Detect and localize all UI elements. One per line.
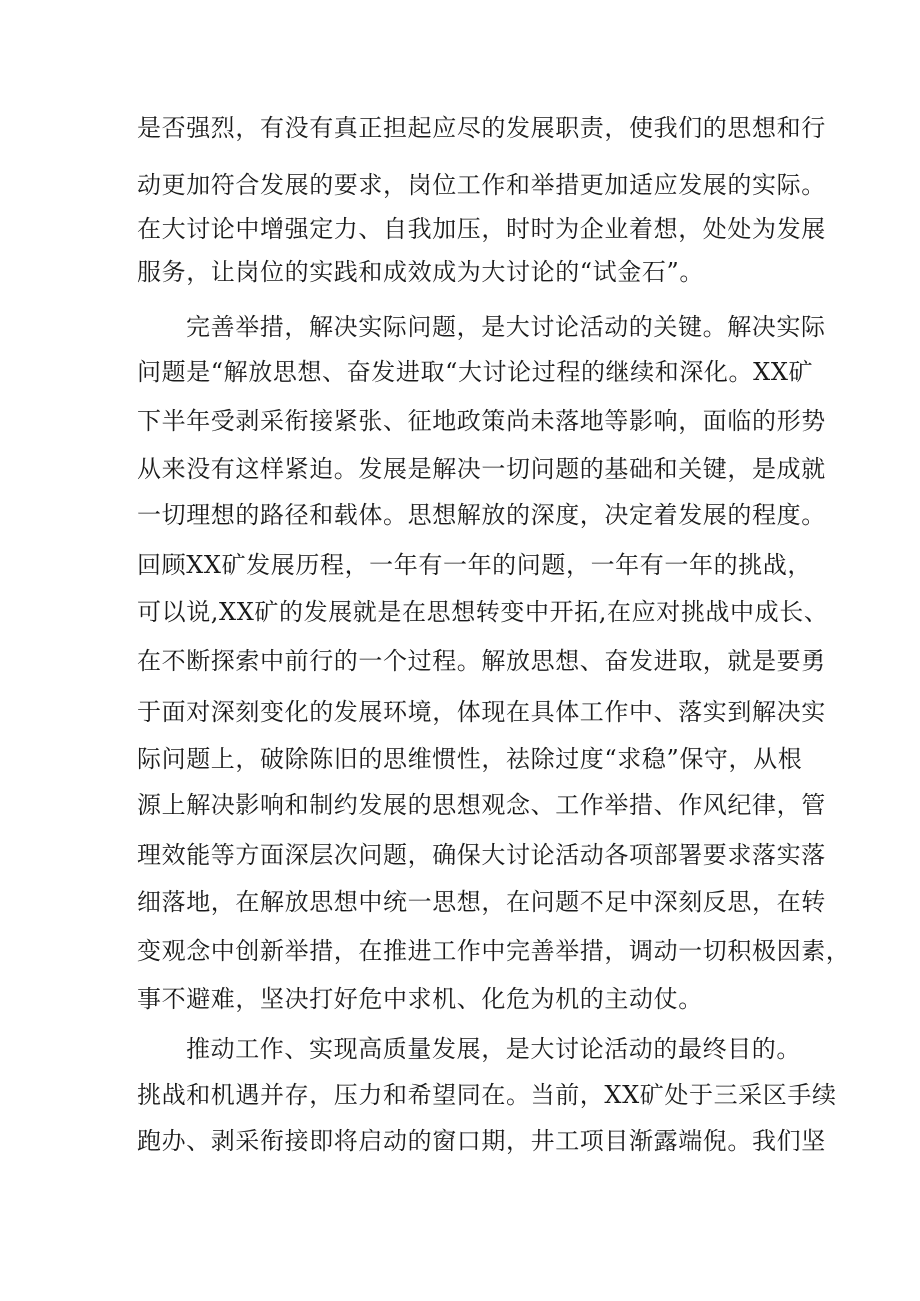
text-line: 细落地，在解放思想中统一思想，在问题不足中深刻反思，在转 xyxy=(137,888,826,916)
text-line: 问题是“解放思想、奋发进取“大讨论过程的继续和深化。XX矿 xyxy=(137,358,814,386)
text-line: 服务，让岗位的实践和成效成为大讨论的“试金石”。 xyxy=(137,258,704,286)
text-line: 动更加符合发展的要求，岗位工作和举措更加适应发展的实际。 xyxy=(137,171,826,199)
text-line: 一切理想的路径和载体。思想解放的深度，决定着发展的程度。 xyxy=(137,501,826,529)
paragraph-start-line: 推动工作、实现高质量发展，是大讨论活动的最终目的。 xyxy=(186,1035,801,1063)
text-line: 可以说,XX矿的发展就是在思想转变中开拓,在应对挑战中成长、 xyxy=(137,598,829,626)
text-line: 回顾XX矿发展历程，一年有一年的问题，一年有一年的挑战， xyxy=(137,551,812,579)
text-line: 于面对深刻变化的发展环境，体现在具体工作中、落实到解决实 xyxy=(137,698,826,726)
text-line: 际问题上，破除陈旧的思维惯性，祛除过度“求稳”保守，从根 xyxy=(137,745,803,773)
text-line: 是否强烈，有没有真正担起应尽的发展职责，使我们的思想和行 xyxy=(137,114,826,142)
text-line: 理效能等方面深层次问题，确保大讨论活动各项部署要求落实落 xyxy=(137,841,826,869)
text-line: 事不避难，坚决打好危中求机、化危为机的主动仗。 xyxy=(137,985,703,1013)
paragraph-start-line: 完善举措，解决实际问题，是大讨论活动的关键。解决实际 xyxy=(186,313,826,341)
text-line: 挑战和机遇并存，压力和希望同在。当前，XX矿处于三采区手续 xyxy=(137,1081,837,1109)
text-line: 在不断探索中前行的一个过程。解放思想、奋发进取，就是要勇 xyxy=(137,647,826,675)
text-line: 源上解决影响和制约发展的思想观念、工作举措、作风纪律，管 xyxy=(137,791,826,819)
text-line: 变观念中创新举措，在推进工作中完善举措，调动一切积极因素， xyxy=(137,937,851,965)
text-line: 在大讨论中增强定力、自我加压，时时为企业着想，处处为发展 xyxy=(137,215,826,243)
text-line: 从来没有这样紧迫。发展是解决一切问题的基础和关键，是成就 xyxy=(137,455,826,483)
text-line: 跑办、剥采衔接即将启动的窗口期，井工项目渐露端倪。我们坚 xyxy=(137,1127,826,1155)
text-line: 下半年受剥采衔接紧张、征地政策尚未落地等影响，面临的形势 xyxy=(137,407,826,435)
